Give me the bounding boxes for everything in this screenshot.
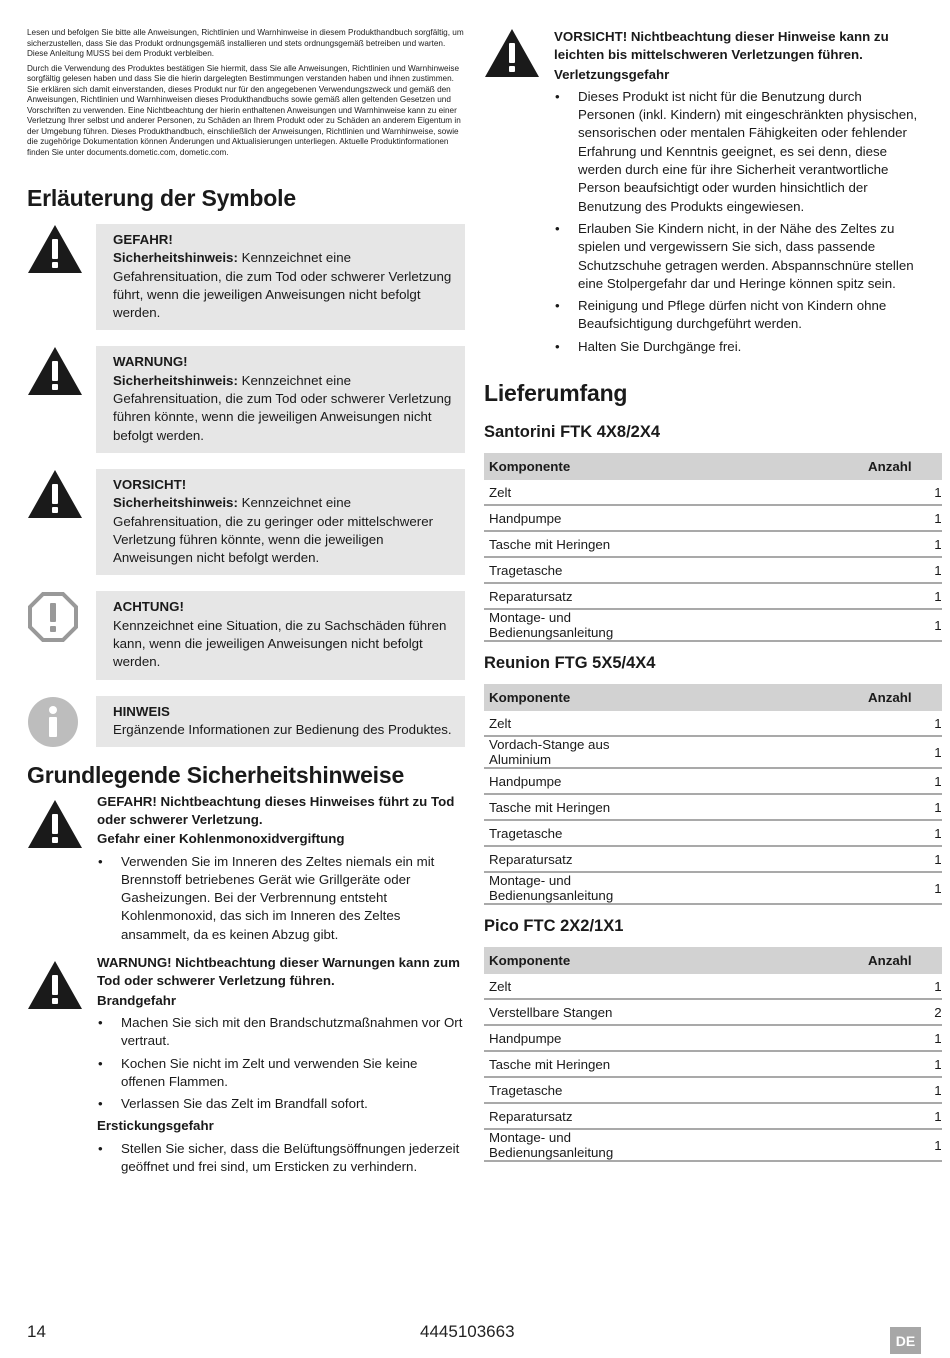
count-cell: 1 (618, 768, 941, 794)
component-cell: Handpumpe (484, 505, 618, 531)
count-cell: 1 (618, 557, 941, 583)
symbol-text: Kennzeichnet eine Situation, die zu Sachschäden führen kann, wenn die jeweiligen Anweisungen nicht befolgt werden. (113, 617, 447, 670)
column-header-count: Anzahl (618, 684, 941, 711)
symbol-entry (27, 346, 465, 452)
parts-table (484, 684, 942, 905)
component-cell: Verstellbare Stangen (484, 999, 618, 1025)
bullet-item: • Erlauben Sie Kindern nicht, in der Nähe des Zeltes zu spielen und vergewissern Sie sich, dass passende Schutzschuhe getragen werden. Abspannschnüre stellen eine Stolpergefahr dar und Heringe können spitz sein. (554, 220, 922, 293)
symbol-entry (27, 591, 465, 679)
intro-paragraph-1: Lesen und befolgen Sie bitte alle Anweisungen, Richtlinien und Warnhinweise in diesem Produkthandbuch sorgfältig, um sicherzustellen, dass Sie das Produkt ordnungsgemäß installieren und stets ordnungsgemäß betreiben und warten. Diese Anleitung MUSS bei dem Produkt verbleiben. (27, 28, 464, 58)
symbol-label: Sicherheitshinweis: (113, 250, 238, 266)
left-column (27, 28, 465, 1186)
warnung-block (27, 954, 465, 1180)
count-cell: 1 (618, 609, 941, 641)
bullet-item: • Verlassen Sie das Zelt im Brandfall sofort. (97, 1095, 465, 1113)
parts-table (484, 947, 942, 1162)
language-badge: DE (890, 1327, 921, 1354)
warning-triangle-icon (27, 224, 83, 274)
table-row (484, 609, 942, 641)
table-row (484, 583, 942, 609)
count-cell: 1 (618, 846, 941, 872)
bullet-item: • Verwenden Sie im Inneren des Zeltes niemals ein mit Brennstoff betriebenes Gerät wie Grillgeräte oder Gasheizungen. Bei der Verbrennung entsteht Kohlenmonoxid, das sich im Inneren des Zeltes ansammelt, da es keinen Abzug gibt. (97, 853, 465, 944)
info-circle-icon (27, 696, 83, 748)
symbol-text: Kennzeichnet eine Gefahrensituation, die zum Tod oder schwerer Verletzung führen könnte, wenn die jeweiligen Anweisungen nicht befolgt werden. (113, 372, 452, 443)
column-header-component: Komponente (484, 684, 618, 711)
intro-paragraph-2: Durch die Verwendung des Produktes bestätigen Sie hiermit, dass Sie alle Anweisungen, Richtlinien und Warnhinweise sorgfältig gelesen haben und dass Sie die hierin dargelegten Bestimmungen verstanden haben und ihnen zustimmen. Sie erklären sich damit einverstanden, dieses Produkt nur für den angegebenen Verwendungszweck und gemäß den Anweisungen, Richtlinien und Warnhinweisen dieses Produkthandbuchs sowie gemäß allen geltenden Gesetzen und Vorschriften zu verwenden. Eine Nichtbeachtung der hierin enthaltenen Anweisungen und Warnhinweise kann zu einer Verletzung Ihrer selbst und anderer Personen, zu Schäden an Ihrem Produkt oder zu Schäden an anderem Eigentum in der Umgebung führen. Dieses Produkthandbuch, einschließlich der Anweisungen, Richtlinien und Warnhinweise, sowie die zugehörige Dokumentation können Änderungen und Aktualisierungen unterliegen. Aktuelle Produktinformationen finden Sie unter documents.dometic.com, dometic.com. (27, 63, 461, 157)
safety-heading: Grundlegende Sicherheitshinweise (27, 761, 405, 788)
symbol-signal-word: HINWEIS (113, 703, 170, 719)
table-row (484, 1051, 942, 1077)
intro-text (27, 28, 465, 158)
table-row (484, 768, 942, 794)
component-cell: Tasche mit Heringen (484, 531, 618, 557)
component-cell: Reparatursatz (484, 1103, 618, 1129)
warning-triangle-icon (484, 28, 554, 83)
table-row (484, 557, 942, 583)
count-cell: 1 (618, 1103, 941, 1129)
table-row (484, 736, 942, 768)
count-cell: 1 (618, 711, 941, 736)
table-row (484, 480, 942, 505)
symbol-text: Kennzeichnet eine Gefahrensituation, die zu geringer oder mittelschwerer Verletzung führen könnte, wenn die jeweiligen Anweisungen nicht befolgt werden. (113, 495, 434, 566)
component-cell: Tasche mit Heringen (484, 794, 618, 820)
symbol-text: Ergänzende Informationen zur Bedienung des Produktes. (113, 721, 452, 737)
brandgefahr-bullets (97, 1014, 465, 1113)
component-cell: Handpumpe (484, 1025, 618, 1051)
count-cell: 1 (618, 1129, 941, 1161)
symbol-entry (27, 224, 465, 330)
symbol-label: Sicherheitshinweis: (113, 372, 238, 388)
symbol-signal-word: VORSICHT! (113, 476, 187, 492)
vorsicht-heading: VORSICHT! Nichtbeachtung dieser Hinweise kann zu leichten bis mittelschweren Verletzungen führen. (554, 29, 889, 63)
count-cell: 1 (618, 531, 941, 557)
component-cell: Tragetasche (484, 1077, 618, 1103)
symbol-description (96, 591, 465, 679)
table-row (484, 820, 942, 846)
bullet-item: • Reinigung und Pflege dürfen nicht von Kindern ohne Beaufsichtigung durchgeführt werden. (554, 297, 922, 334)
octagon-exclamation-icon (27, 591, 83, 643)
symbol-signal-word: WARNUNG! (113, 354, 188, 370)
symbol-entry (27, 469, 465, 575)
erstickungsgefahr-subheading: Erstickungsgefahr (97, 1118, 214, 1134)
count-cell: 1 (618, 1051, 941, 1077)
symbol-signal-word: GEFAHR! (113, 232, 173, 247)
component-cell: Montage- und Bedienungsanleitung (484, 1129, 618, 1161)
symbol-entry (27, 696, 465, 748)
table-row (484, 794, 942, 820)
bullet-item: • Stellen Sie sicher, dass die Belüftungsöffnungen jederzeit geöffnet und frei sind, um Ersticken zu verhindern. (97, 1140, 465, 1177)
count-cell: 1 (618, 1077, 941, 1103)
component-cell: Handpumpe (484, 768, 618, 794)
bullet-item: • Dieses Produkt ist nicht für die Benutzung durch Personen (inkl. Kindern) mit eingeschränkten physischen, sensorischen oder mentalen Fähigkeiten oder fehlender Erfahrung und Kenntnis geeignet, es sei denn, diese werden durch eine für ihre Sicherheit verantwortliche Person beaufsichtigt oder wurden hinsichtlich der Benutzung des Produkts eingewiesen. (554, 88, 922, 216)
component-cell: Zelt (484, 480, 618, 505)
component-cell: Reparatursatz (484, 846, 618, 872)
count-cell: 1 (618, 505, 941, 531)
component-cell: Vordach-Stange aus Aluminium (484, 736, 618, 768)
brandgefahr-subheading: Brandgefahr (97, 992, 177, 1008)
count-cell: 2 (618, 999, 941, 1025)
warning-triangle-icon (27, 469, 83, 519)
column-header-count: Anzahl (618, 947, 941, 974)
warning-triangle-icon (27, 346, 83, 396)
count-cell: 1 (618, 583, 941, 609)
symbol-label: Sicherheitshinweis: (113, 495, 238, 511)
count-cell: 1 (618, 794, 941, 820)
warnung-heading: WARNUNG! Nichtbeachtung dieser Warnungen kann zum Tod oder schwerer Verletzung führen. (97, 955, 460, 989)
bullet-item: • Kochen Sie nicht im Zelt und verwenden Sie keine offenen Flammen. (97, 1055, 465, 1092)
table-row (484, 1129, 942, 1161)
warning-triangle-icon (27, 793, 97, 854)
verletzungsgefahr-subheading: Verletzungsgefahr (554, 66, 670, 82)
bullet-item: • Halten Sie Durchgänge frei. (554, 338, 922, 356)
product-heading: Pico FTC 2X2/1X1 (484, 917, 624, 936)
gefahr-heading: GEFAHR! Nichtbeachtung dieses Hinweises führt zu Tod oder schwerer Verletzung. (97, 793, 455, 827)
document-number: 4445103663 (420, 1322, 515, 1341)
table-row (484, 1025, 942, 1051)
page-number: 14 (27, 1322, 46, 1341)
table-row (484, 999, 942, 1025)
right-column (484, 28, 942, 1162)
gefahr-bullets (97, 853, 465, 944)
product-heading: Santorini FTK 4X8/2X4 (484, 423, 661, 442)
table-row (484, 974, 942, 999)
column-header-component: Komponente (484, 453, 618, 480)
component-cell: Tragetasche (484, 557, 618, 583)
count-cell: 1 (618, 820, 941, 846)
table-row (484, 505, 942, 531)
count-cell: 1 (618, 480, 941, 505)
component-cell: Reparatursatz (484, 583, 618, 609)
symbols-list (27, 224, 465, 748)
gefahr-subheading: Gefahr einer Kohlenmonoxidvergiftung (97, 831, 345, 847)
scope-products (484, 423, 942, 1162)
warning-triangle-icon (27, 954, 97, 1015)
bullet-item: • Machen Sie sich mit den Brandschutzmaßnahmen vor Ort vertraut. (97, 1014, 465, 1051)
component-cell: Tragetasche (484, 820, 618, 846)
erstickungsgefahr-bullets (97, 1140, 465, 1177)
column-header-component: Komponente (484, 947, 618, 974)
count-cell: 1 (618, 974, 941, 999)
scope-heading: Lieferumfang (484, 380, 628, 407)
symbol-description (96, 224, 465, 330)
table-row (484, 1077, 942, 1103)
count-cell: 1 (618, 1025, 941, 1051)
count-cell: 1 (618, 872, 941, 904)
gefahr-block (27, 793, 465, 948)
vorsicht-block (484, 28, 922, 360)
component-cell: Tasche mit Heringen (484, 1051, 618, 1077)
symbol-signal-word: ACHTUNG! (113, 599, 184, 615)
product-heading: Reunion FTG 5X5/4X4 (484, 654, 656, 673)
table-row (484, 846, 942, 872)
symbols-heading: Erläuterung der Symbole (27, 185, 296, 211)
parts-table (484, 453, 942, 642)
component-cell: Montage- und Bedienungsanleitung (484, 872, 618, 904)
symbol-description (96, 696, 465, 748)
symbol-text: Kennzeichnet eine Gefahrensituation, die zum Tod oder schwerer Verletzung führt, wenn die jeweiligen Anweisungen nicht befolgt werden. (113, 250, 452, 321)
component-cell: Zelt (484, 974, 618, 999)
table-row (484, 872, 942, 904)
component-cell: Montage- und Bedienungsanleitung (484, 609, 618, 641)
verletzungsgefahr-bullets (554, 88, 922, 356)
component-cell: Zelt (484, 711, 618, 736)
symbol-description (96, 469, 465, 575)
symbol-description (96, 346, 465, 452)
table-row (484, 531, 942, 557)
table-row (484, 1103, 942, 1129)
table-row (484, 711, 942, 736)
column-header-count: Anzahl (618, 453, 941, 480)
count-cell: 1 (618, 736, 941, 768)
